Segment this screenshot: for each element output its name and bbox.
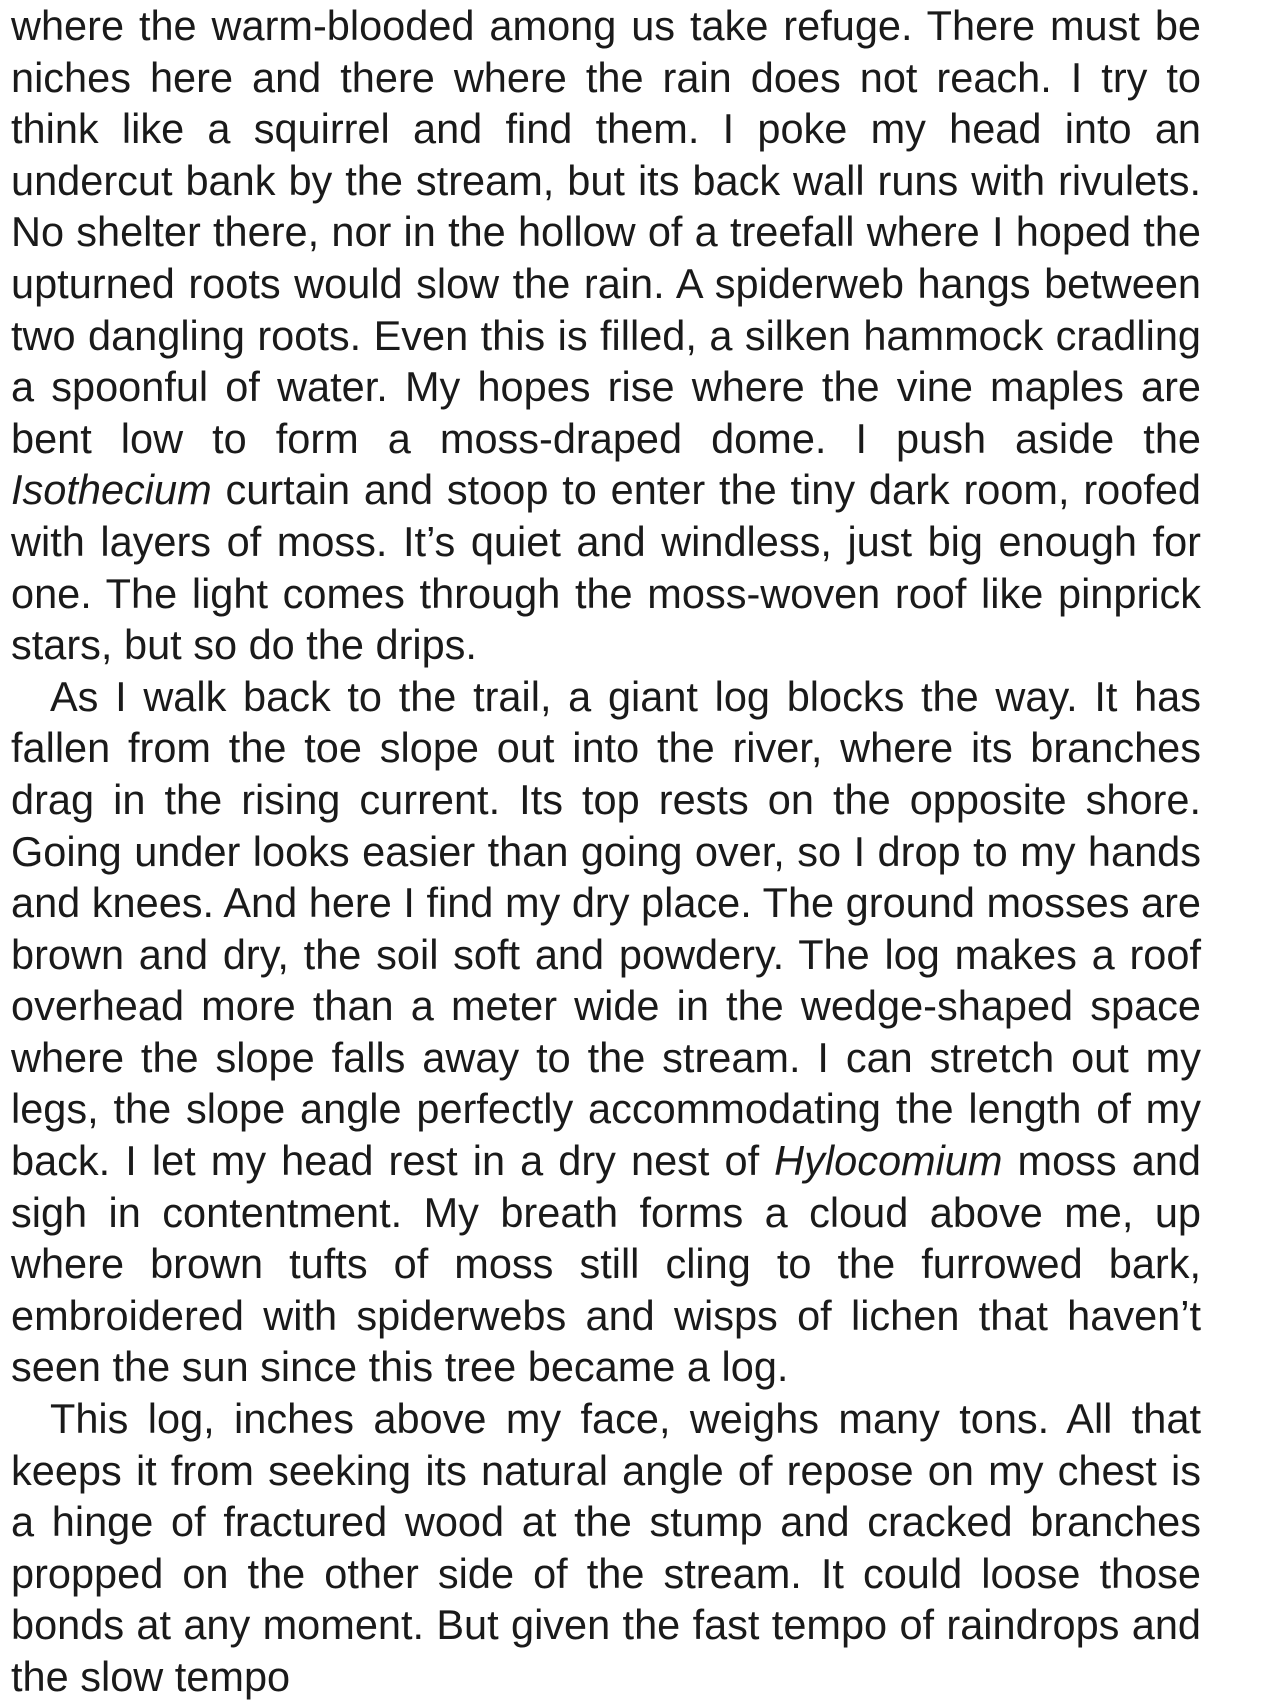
- paragraph-2-italic-term: Hylocomium: [774, 1137, 1003, 1185]
- page-body: [11, 0, 1201, 1703]
- paragraph-2: [11, 671, 1201, 1393]
- paragraph-1-italic-term: Isothecium: [11, 466, 212, 514]
- paragraph-3: [11, 1393, 1201, 1703]
- paragraph-2-text-a: As I walk back to the trail, a giant log blocks the way. It has fallen from the toe slope out into the river, where its branches drag in the rising current. Its top rests on the opposite shore. Going under looks easier than going over, so I drop to my hands and knees. And here I find my dry place. The ground mosses are brown and dry, the soil soft and powdery. The log makes a roof overhead more than a meter wide in the wedge-shaped space where the slope falls away to the stream. I can stretch out my legs, the slope angle perfectly accommodating the length of my back. I let my head rest in a dry nest of: [11, 672, 1201, 1185]
- paragraph-1-text-b: curtain and stoop to enter the tiny dark room, roofed with layers of moss. It’s quiet and windless, just big enough for one. The light comes through the moss-woven roof like pinprick stars, but so do the drips.: [11, 466, 1201, 669]
- paragraph-2-text-b: moss and sigh in contentment. My breath forms a cloud above me, up where brown tufts of moss still cling to the furrowed bark, embroidered with spiderwebs and wisps of lichen that haven’t seen the sun since this tree became a log.: [11, 1137, 1201, 1391]
- paragraph-1: [11, 0, 1201, 671]
- paragraph-1-text-a: where the warm-blooded among us take refuge. There must be niches here and there where the rain does not reach. I try to think like a squirrel and find them. I poke my head into an undercut bank by the stream, but its back wall runs with rivulets. No shelter there, nor in the hollow of a treefall where I hoped the upturned roots would slow the rain. A spiderweb hangs between two dangling roots. Even this is filled, a silken hammock cradling a spoonful of water. My hopes rise where the vine maples are bent low to form a moss-draped dome. I push aside the: [11, 2, 1201, 462]
- paragraph-3-text: This log, inches above my face, weighs many tons. All that keeps it from seeking its natural angle of repose on my chest is a hinge of fractured wood at the stump and cracked branches propped on the other side of the stream. It could loose those bonds at any moment. But given the fast tempo of raindrops and the slow tempo: [11, 1395, 1201, 1700]
